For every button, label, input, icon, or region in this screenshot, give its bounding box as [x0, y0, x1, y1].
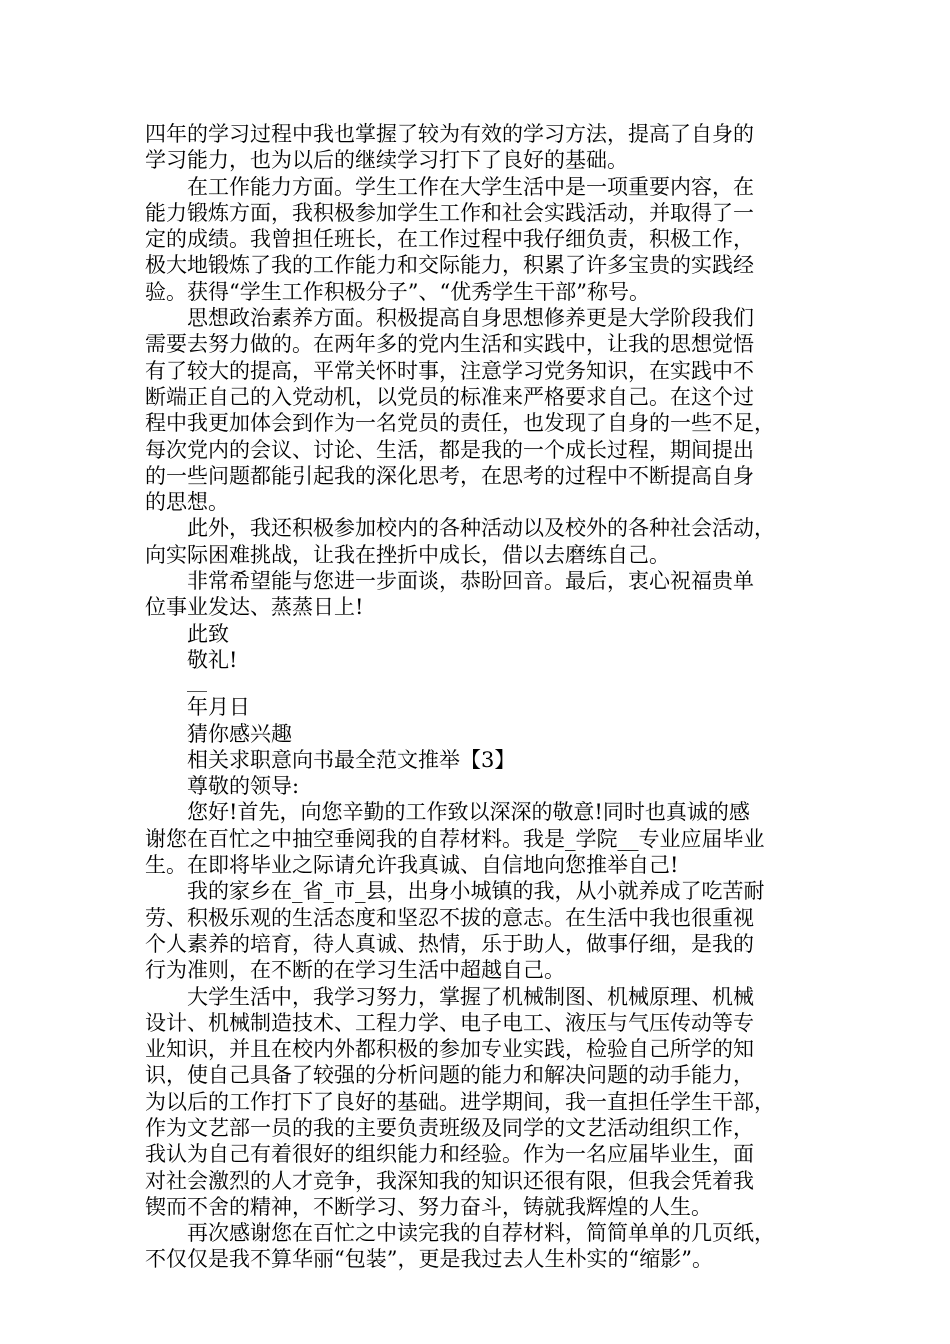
text-line: 谢您在百忙之中抽空垂阅我的自荐材料。我是_学院__专业应届毕业 — [145, 826, 765, 851]
paragraph-start: 我的家乡在_省_市_县，出身小城镇的我，从小就养成了吃苦耐 — [187, 879, 765, 904]
date-line: 年月日 — [187, 695, 250, 720]
text-line: 业知识，并且在校内外都积极的参加专业实践，检验自己所学的知 — [145, 1037, 754, 1062]
section-title: 相关求职意向书最全范文推举【3】 — [187, 747, 516, 772]
greeting-line: 尊敬的领导: — [187, 774, 300, 799]
text-line: 定的成绩。我曾担任班长，在工作过程中我仔细负责，积极工作， — [145, 227, 754, 252]
text-line: 我认为自己有着很好的组织能力和经验。作为一名应届毕业生，面 — [145, 1142, 754, 1167]
text-line: 学习能力，也为以后的继续学习打下了良好的基础。 — [145, 148, 628, 173]
text-line: 不仅仅是我不算华丽“包装”，更是我过去人生朴实的“缩影”。 — [145, 1247, 713, 1272]
text-line: 为以后的工作打下了良好的基础。进学期间，我一直担任学生干部， — [145, 1089, 775, 1114]
text-line: 劳、积极乐观的生活态度和坚忍不拔的意志。在生活中我也很重视 — [145, 905, 754, 930]
signature-rule — [187, 691, 207, 692]
text-line: 极大地锻炼了我的工作能力和交际能力，积累了许多宝贵的实践经 — [145, 253, 754, 278]
text-line: 有了较大的提高，平常关怀时事，注意学习党务知识，在实践中不 — [145, 358, 754, 383]
text-line: 向实际困难挑战，让我在挫折中成长，借以去磨练自己。 — [145, 542, 670, 567]
paragraph-start: 此外，我还积极参加校内的各种活动以及校外的各种社会活动， — [187, 516, 775, 541]
text-line: 断端正自己的入党动机，以党员的标准来严格要求自己。在这个过 — [145, 384, 754, 409]
text-line: 位事业发达、蒸蒸日上! — [145, 595, 364, 620]
text-line: 作为文艺部一员的我的主要负责班级及同学的文艺活动组织工作， — [145, 1115, 754, 1140]
paragraph-start: 在工作能力方面。学生工作在大学生活中是一项重要内容，在 — [187, 174, 754, 199]
text-line: 的一些问题都能引起我的深化思考，在思考的过程中不断提高自身 — [145, 463, 754, 488]
related-heading: 猜你感兴趣 — [187, 721, 292, 746]
text-line: 的思想。 — [145, 490, 229, 515]
text-line: 需要去努力做的。在两年多的党内生活和实践中，让我的思想觉悟 — [145, 332, 754, 357]
document-body — [145, 121, 835, 1273]
salutation-line: 敬礼! — [187, 647, 238, 672]
text-line: 能力锻炼方面，我积极参加学生工作和社会实践活动，并取得了一 — [145, 200, 754, 225]
text-line: 程中我更加体会到作为一名党员的责任，也发现了自身的一些不足， — [145, 411, 775, 436]
paragraph-start: 非常希望能与您进一步面谈，恭盼回音。最后，衷心祝福贵单 — [187, 569, 754, 594]
paragraph-start: 您好!首先，向您辛勤的工作致以深深的敬意!同时也真诚的感 — [187, 800, 750, 825]
text-line: 行为准则，在不断的在学习生活中超越自己。 — [145, 958, 565, 983]
text-line: 锲而不舍的精神，不断学习、努力奋斗，铸就我辉煌的人生。 — [145, 1194, 712, 1219]
paragraph-start: 再次感谢您在百忙之中读完我的自荐材料，简简单单的几页纸， — [187, 1221, 775, 1246]
text-line: 验。获得“学生工作积极分子”、“优秀学生干部”称号。 — [145, 279, 650, 304]
text-line: 每次党内的会议、讨论、生活，都是我的一个成长过程，期间提出 — [145, 437, 754, 462]
paragraph-start: 大学生活中，我学习努力，掌握了机械制图、机械原理、机械 — [187, 984, 754, 1009]
text-line: 识，使自己具备了较强的分析问题的能力和解决问题的动手能力， — [145, 1063, 754, 1088]
text-line: 个人素养的培育，待人真诚、热情，乐于助人，做事仔细，是我的 — [145, 931, 754, 956]
paragraph-start: 思想政治素养方面。积极提高自身思想修养更是大学阶段我们 — [187, 306, 754, 331]
closing-line: 此致 — [187, 621, 229, 646]
text-line: 四年的学习过程中我也掌握了较为有效的学习方法，提高了自身的 — [145, 122, 754, 146]
text-line: 生。在即将毕业之际请允许我真诚、自信地向您推举自己! — [145, 853, 679, 878]
text-line: 设计、机械制造技术、工程力学、电子电工、液压与气压传动等专 — [145, 1010, 754, 1035]
text-line: 对社会激烈的人才竞争，我深知我的知识还很有限，但我会凭着我 — [145, 1168, 754, 1193]
